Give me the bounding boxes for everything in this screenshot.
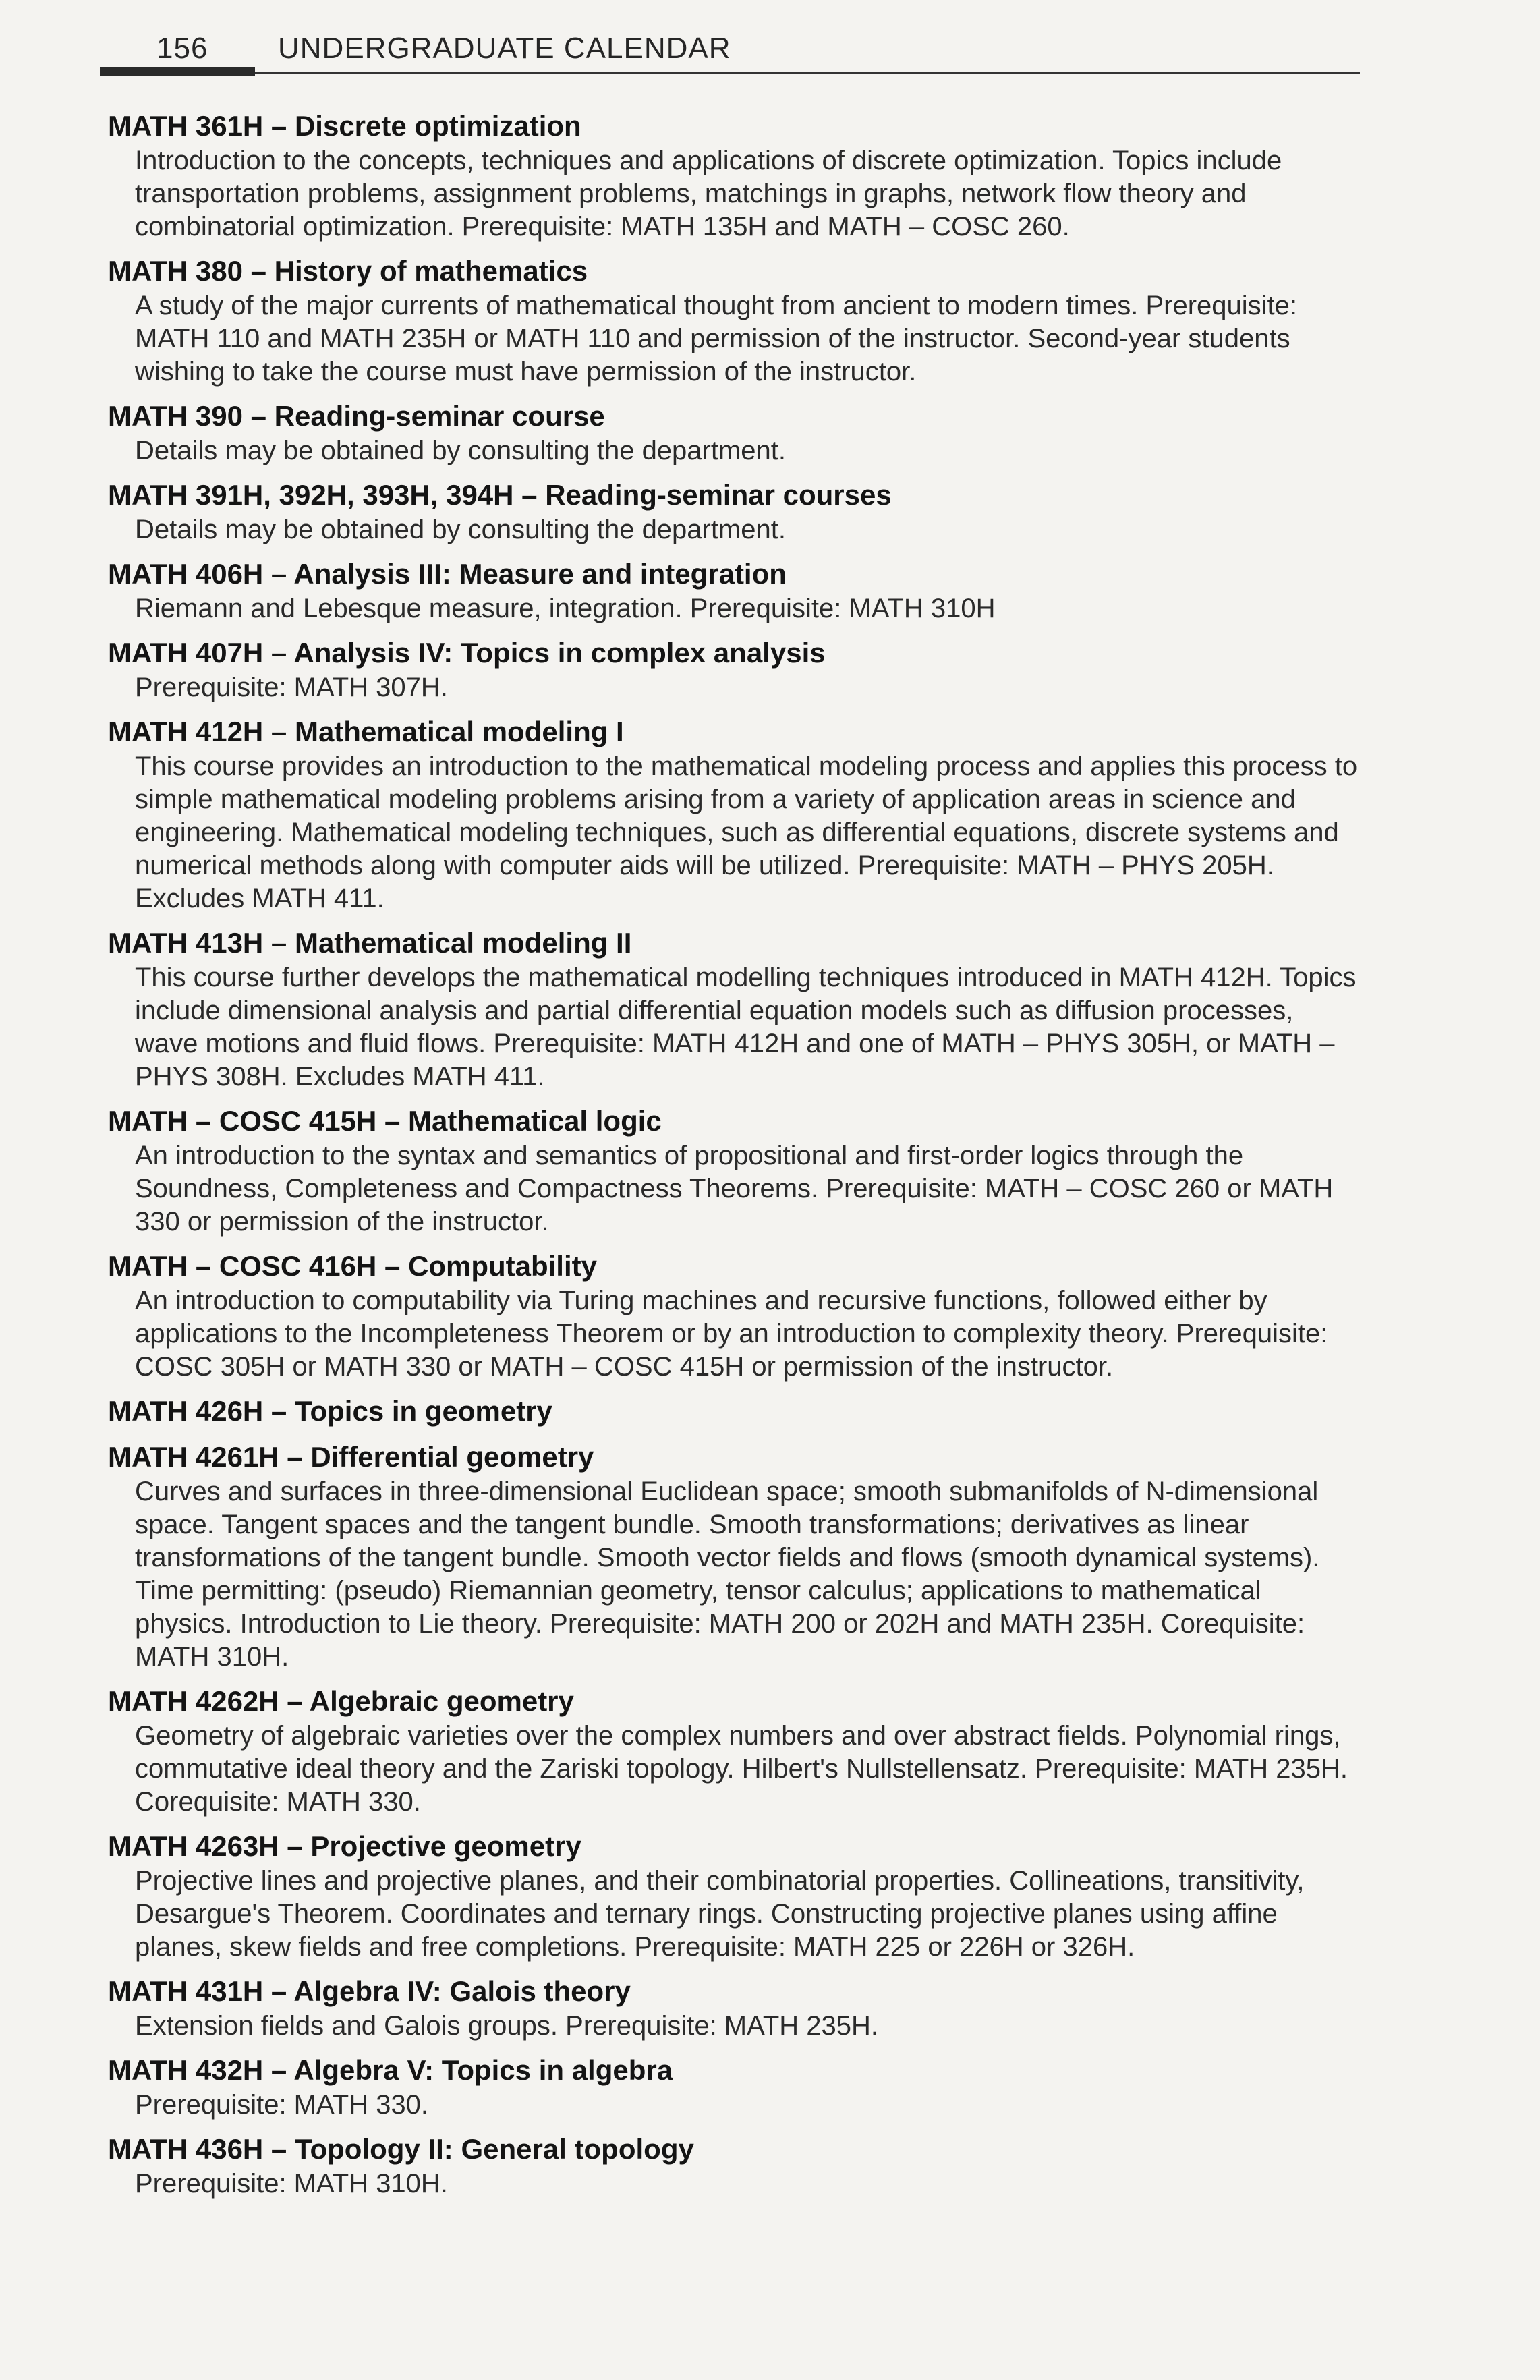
course-entry — [108, 1683, 1363, 1819]
course-title: MATH 4263H – Projective geometry — [108, 1830, 581, 1862]
course-entry — [108, 2052, 1363, 2122]
course-description: Details may be obtained by consulting the department. — [135, 436, 787, 465]
course-title: MATH 412H – Mathematical modeling I — [108, 716, 624, 747]
course-description: An introduction to computability via Turing machines and recursive functions, followed either by applications to the Incompleteness Theorem or by an introduction to complexity theory. Prerequisite: COSC 305H or MATH 330 or MATH – COSC 415H or permission of the instructor. — [135, 1286, 1328, 1382]
course-title: MATH 426H – Topics in geometry — [108, 1395, 552, 1427]
course-title: MATH 407H – Analysis IV: Topics in complex analysis — [108, 637, 826, 669]
course-description: This course further develops the mathematical modelling techniques introduced in MATH 412H. Topics include dimensional analysis and partial differential equation models such as diffusion processes, wave motions and fluid flows. Prerequisite: MATH 412H and one of MATH – PHYS 305H, or MATH – PHYS 308H. Excludes MATH 411. — [135, 963, 1357, 1092]
course-entry — [108, 1973, 1363, 2043]
course-entry — [108, 1393, 1363, 1429]
course-description: Projective lines and projective planes, and their combinatorial properties. Collineations, transitivity, Desargue's Theorem. Coordinates and ternary rings. Constructing projective planes using affine planes, skew fields and free completions. Prerequisite: MATH 225 or 226H or 326H. — [135, 1866, 1305, 1962]
running-head — [156, 27, 731, 70]
course-title: MATH 436H – Topology II: General topology — [108, 2133, 694, 2165]
course-description: This course provides an introduction to the mathematical modeling process and applies this process to simple mathematical modeling problems arising from a variety of application areas in science and engineering. Mathematical modeling techniques, such as differential equations, discrete systems and numerical methods along with computer aids will be utilized. Prerequisite: MATH – PHYS 205H. Excludes MATH 411. — [135, 752, 1358, 913]
course-description: Introduction to the concepts, techniques and applications of discrete optimization. Topics include transportation problems, assignment problems, matchings in graphs, network flow theory and combinatorial optimization. Prerequisite: MATH 135H and MATH – COSC 260. — [135, 146, 1282, 242]
page-number: 156 — [156, 32, 208, 65]
course-description: Riemann and Lebesque measure, integration. Prerequisite: MATH 310H — [135, 594, 996, 623]
course-entry — [108, 2131, 1363, 2201]
course-title: MATH 391H, 392H, 393H, 394H – Reading-seminar courses — [108, 479, 892, 511]
course-entry — [108, 1828, 1363, 1964]
course-title: MATH 431H – Algebra IV: Galois theory — [108, 1975, 631, 2007]
course-title: MATH 361H – Discrete optimization — [108, 110, 581, 142]
course-entry — [108, 1248, 1363, 1384]
course-title: MATH 406H – Analysis III: Measure and integration — [108, 558, 787, 590]
course-description: Extension fields and Galois groups. Prerequisite: MATH 235H. — [135, 2011, 879, 2041]
course-entry — [108, 1103, 1363, 1239]
header-rule — [100, 72, 1360, 74]
course-entry — [108, 477, 1363, 546]
course-description: Curves and surfaces in three-dimensional Euclidean space; smooth submanifolds of N-dimensional space. Tangent spaces and the tangent bundle. Smooth transformations; derivatives as linear transformations of the tangent bundle. Smooth vector fields and flows (smooth dynamical systems). Time permitting: (pseudo) Riemannian geometry, tensor calculus; applications to mathematical physics. Introduction to Lie theory. Prerequisite: MATH 200 or 202H and MATH 235H. Corequisite: MATH 310H. — [135, 1477, 1320, 1672]
course-description: Prerequisite: MATH 310H. — [135, 2169, 448, 2199]
course-entry — [108, 635, 1363, 704]
course-entry — [108, 108, 1363, 244]
course-title: MATH 432H – Algebra V: Topics in algebra — [108, 2054, 673, 2086]
running-title: UNDERGRADUATE CALENDAR — [278, 32, 731, 65]
course-title: MATH 390 – Reading-seminar course — [108, 400, 605, 432]
course-entry — [108, 1439, 1363, 1674]
course-description: Prerequisite: MATH 330. — [135, 2090, 428, 2120]
course-title: MATH 4261H – Differential geometry — [108, 1441, 594, 1473]
course-title: MATH 380 – History of mathematics — [108, 255, 588, 287]
course-description: An introduction to the syntax and semantics of propositional and first-order logics through the Soundness, Completeness and Compactness Theorems. Prerequisite: MATH – COSC 260 or MATH 330 or permission of the instructor. — [135, 1141, 1334, 1237]
course-description: Geometry of algebraic varieties over the complex numbers and over abstract fields. Polynomial rings, commutative ideal theory and the Zariski topology. Hilbert's Nullstellensatz. Prerequisite: MATH 235H. Corequisite: MATH 330. — [135, 1721, 1348, 1817]
course-description: Prerequisite: MATH 307H. — [135, 673, 448, 702]
course-description: Details may be obtained by consulting the department. — [135, 515, 787, 544]
header-rule-accent — [100, 67, 255, 76]
course-title: MATH – COSC 416H – Computability — [108, 1250, 597, 1282]
course-entry — [108, 925, 1363, 1094]
course-title: MATH 4262H – Algebraic geometry — [108, 1685, 574, 1717]
course-title: MATH – COSC 415H – Mathematical logic — [108, 1105, 662, 1137]
course-entry — [108, 556, 1363, 625]
course-title: MATH 413H – Mathematical modeling II — [108, 927, 632, 959]
course-entry — [108, 714, 1363, 915]
course-list — [108, 108, 1363, 2219]
course-entry — [108, 253, 1363, 389]
course-description: A study of the major currents of mathematical thought from ancient to modern times. Prerequisite: MATH 110 and MATH 235H or MATH 110 and permission of the instructor. Second-year students wishing to take the course must have permission of the instructor. — [135, 291, 1298, 387]
course-entry — [108, 398, 1363, 468]
